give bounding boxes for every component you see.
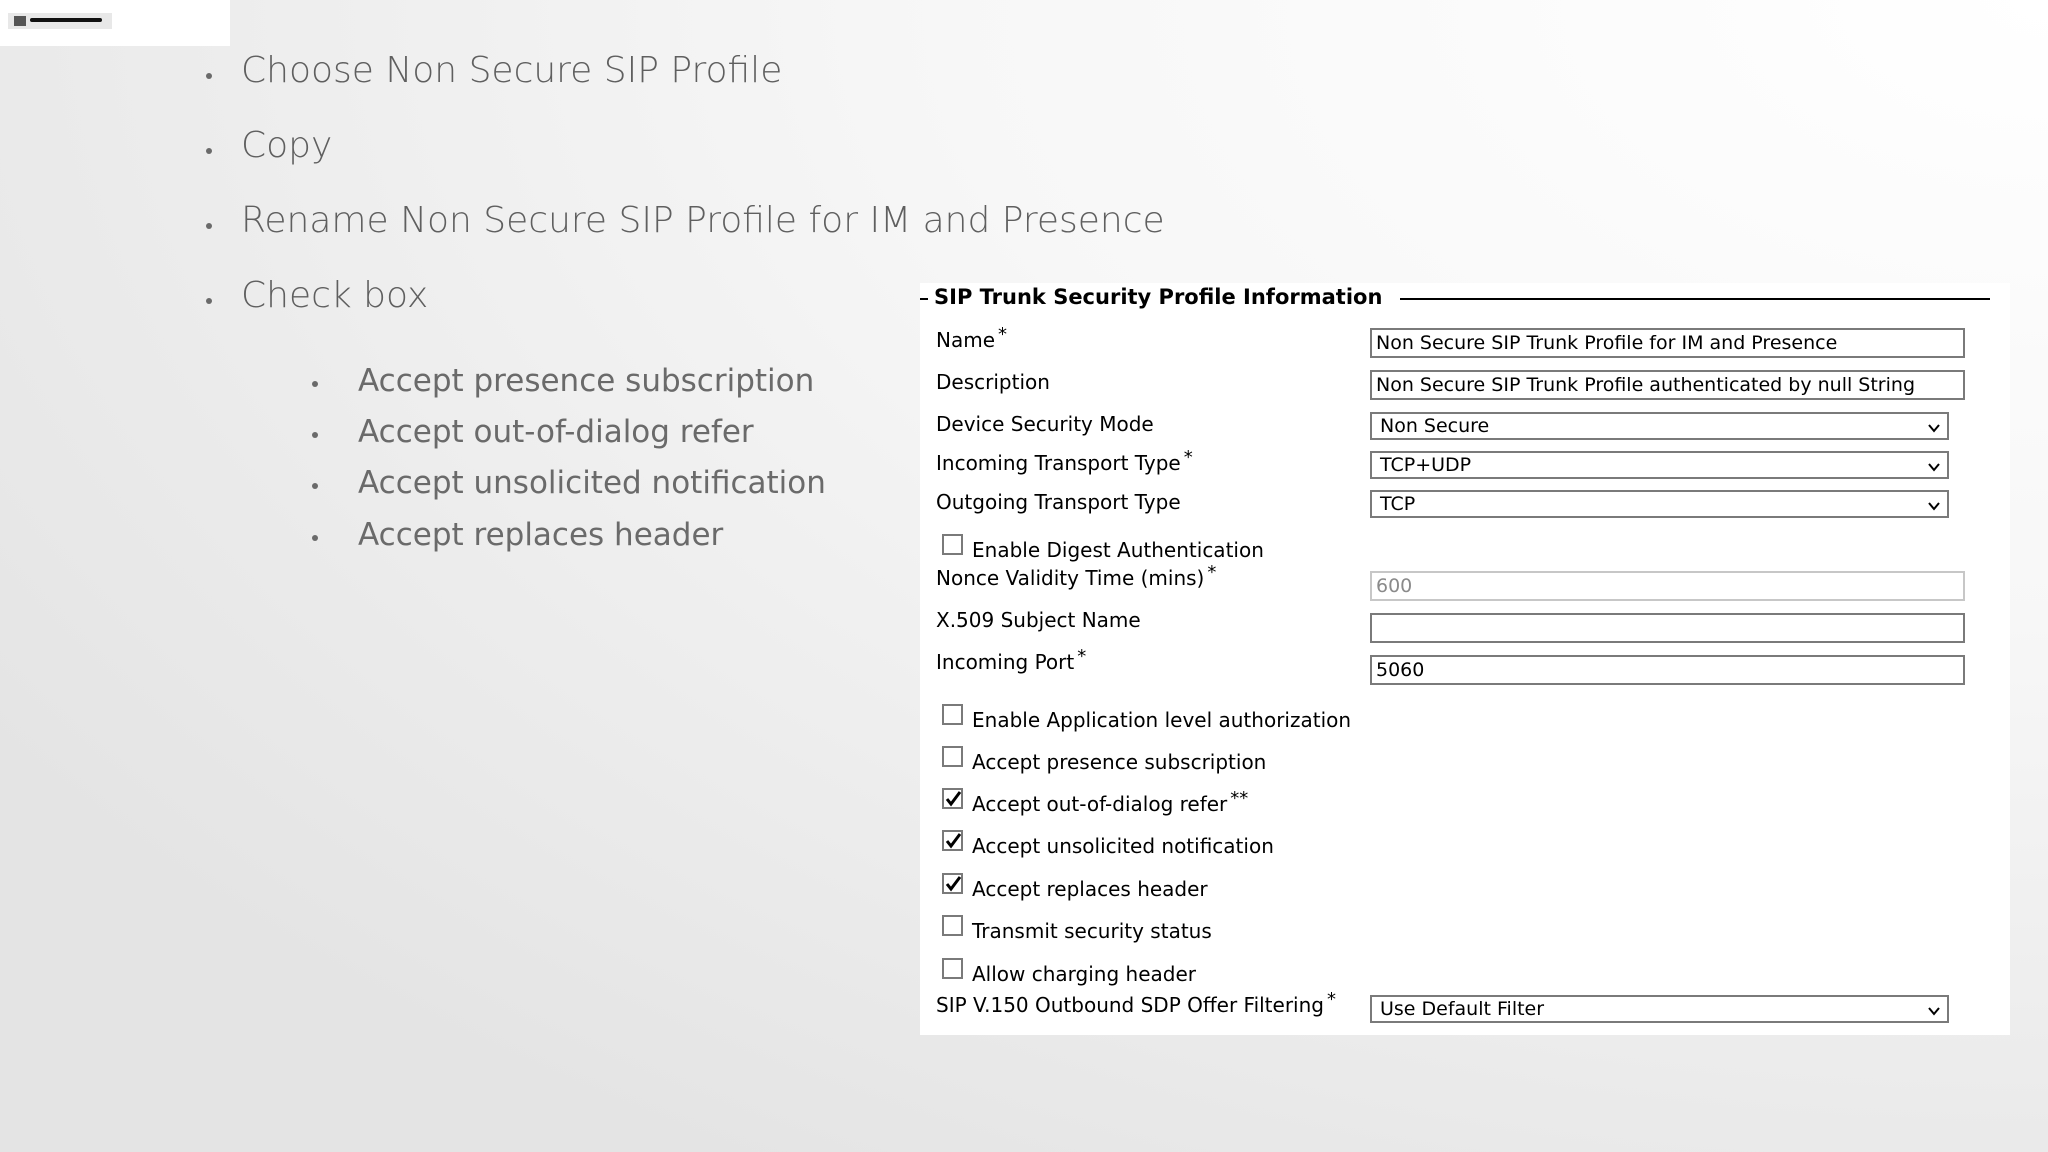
app-level-auth-checkbox[interactable] <box>942 704 963 725</box>
fieldset-legend: SIP Trunk Security Profile Information <box>934 285 1383 309</box>
incoming-port-input[interactable] <box>1370 655 1965 685</box>
name-label: Name * <box>936 324 1008 352</box>
fieldset-border <box>920 298 928 300</box>
bullet-dot-icon <box>206 148 212 154</box>
chevron-down-icon <box>1927 460 1941 474</box>
chevron-down-icon <box>1927 421 1941 435</box>
sip-trunk-security-profile-panel: SIP Trunk Security Profile Information Name * Non Secure SIP Trunk Profile for IM and Presence Description Non Secure SIP Trunk Profile authenticated by null String Device Security Mode Non Secure Incoming Transport Type * TCP+UDP Outgoing Transport Type TCP Enable Digest Authentication Nonce Validity Time (mins) * 600 X.509 Subject Name Incoming Port * 5060 Enable Application level authorization Accept presence subscription Accept out-of-dialog refer ** Accept unsolicited notification Accept replaces header Transmit security status Allow charging header SIP V.150 Outbound SDP Offer Filtering * Use Default Filter <box>920 283 2010 1035</box>
incoming-port-label: Incoming Port * <box>936 646 1087 674</box>
logo-icon <box>8 13 112 29</box>
outgoing-transport-label: Outgoing Transport Type <box>936 490 1181 514</box>
name-input[interactable] <box>1370 328 1965 358</box>
bullet-dot-icon <box>206 298 212 304</box>
chevron-down-icon <box>1927 1004 1941 1018</box>
bullet-dot-icon <box>312 483 318 489</box>
bullet-dot-icon <box>206 223 212 229</box>
checkmark-icon <box>945 832 962 849</box>
bullet-dot-icon <box>312 381 318 387</box>
allow-charging-header-checkbox[interactable] <box>942 958 963 979</box>
incoming-transport-select[interactable]: TCP+UDP <box>1370 451 1949 479</box>
checkmark-icon <box>945 790 962 807</box>
device-security-mode-select[interactable]: Non Secure <box>1370 412 1949 440</box>
bullet-dot-icon <box>206 73 212 79</box>
nonce-validity-label: Nonce Validity Time (mins) * <box>936 562 1217 590</box>
fieldset-border <box>1400 298 1990 300</box>
outgoing-transport-select[interactable]: TCP <box>1370 490 1949 518</box>
description-label: Description <box>936 370 1050 394</box>
x509-subject-label: X.509 Subject Name <box>936 608 1141 632</box>
logo-area <box>0 0 230 46</box>
nonce-validity-input <box>1370 571 1965 601</box>
out-of-dialog-refer-checkbox[interactable] <box>942 788 963 809</box>
description-input[interactable] <box>1370 370 1965 400</box>
incoming-transport-label: Incoming Transport Type * <box>936 447 1193 475</box>
transmit-security-status-checkbox[interactable] <box>942 915 963 936</box>
unsolicited-notification-checkbox[interactable] <box>942 830 963 851</box>
x509-subject-input[interactable] <box>1370 613 1965 643</box>
digest-auth-checkbox[interactable] <box>942 534 963 555</box>
checkmark-icon <box>945 875 962 892</box>
sdp-filtering-label: SIP V.150 Outbound SDP Offer Filtering * <box>936 989 1336 1017</box>
bullet-dot-icon <box>312 535 318 541</box>
replaces-header-checkbox[interactable] <box>942 873 963 894</box>
bullet-dot-icon <box>312 432 318 438</box>
device-security-mode-label: Device Security Mode <box>936 412 1154 436</box>
presence-subscription-checkbox[interactable] <box>942 746 963 767</box>
chevron-down-icon <box>1927 499 1941 513</box>
sdp-filtering-select[interactable]: Use Default Filter <box>1370 995 1949 1023</box>
